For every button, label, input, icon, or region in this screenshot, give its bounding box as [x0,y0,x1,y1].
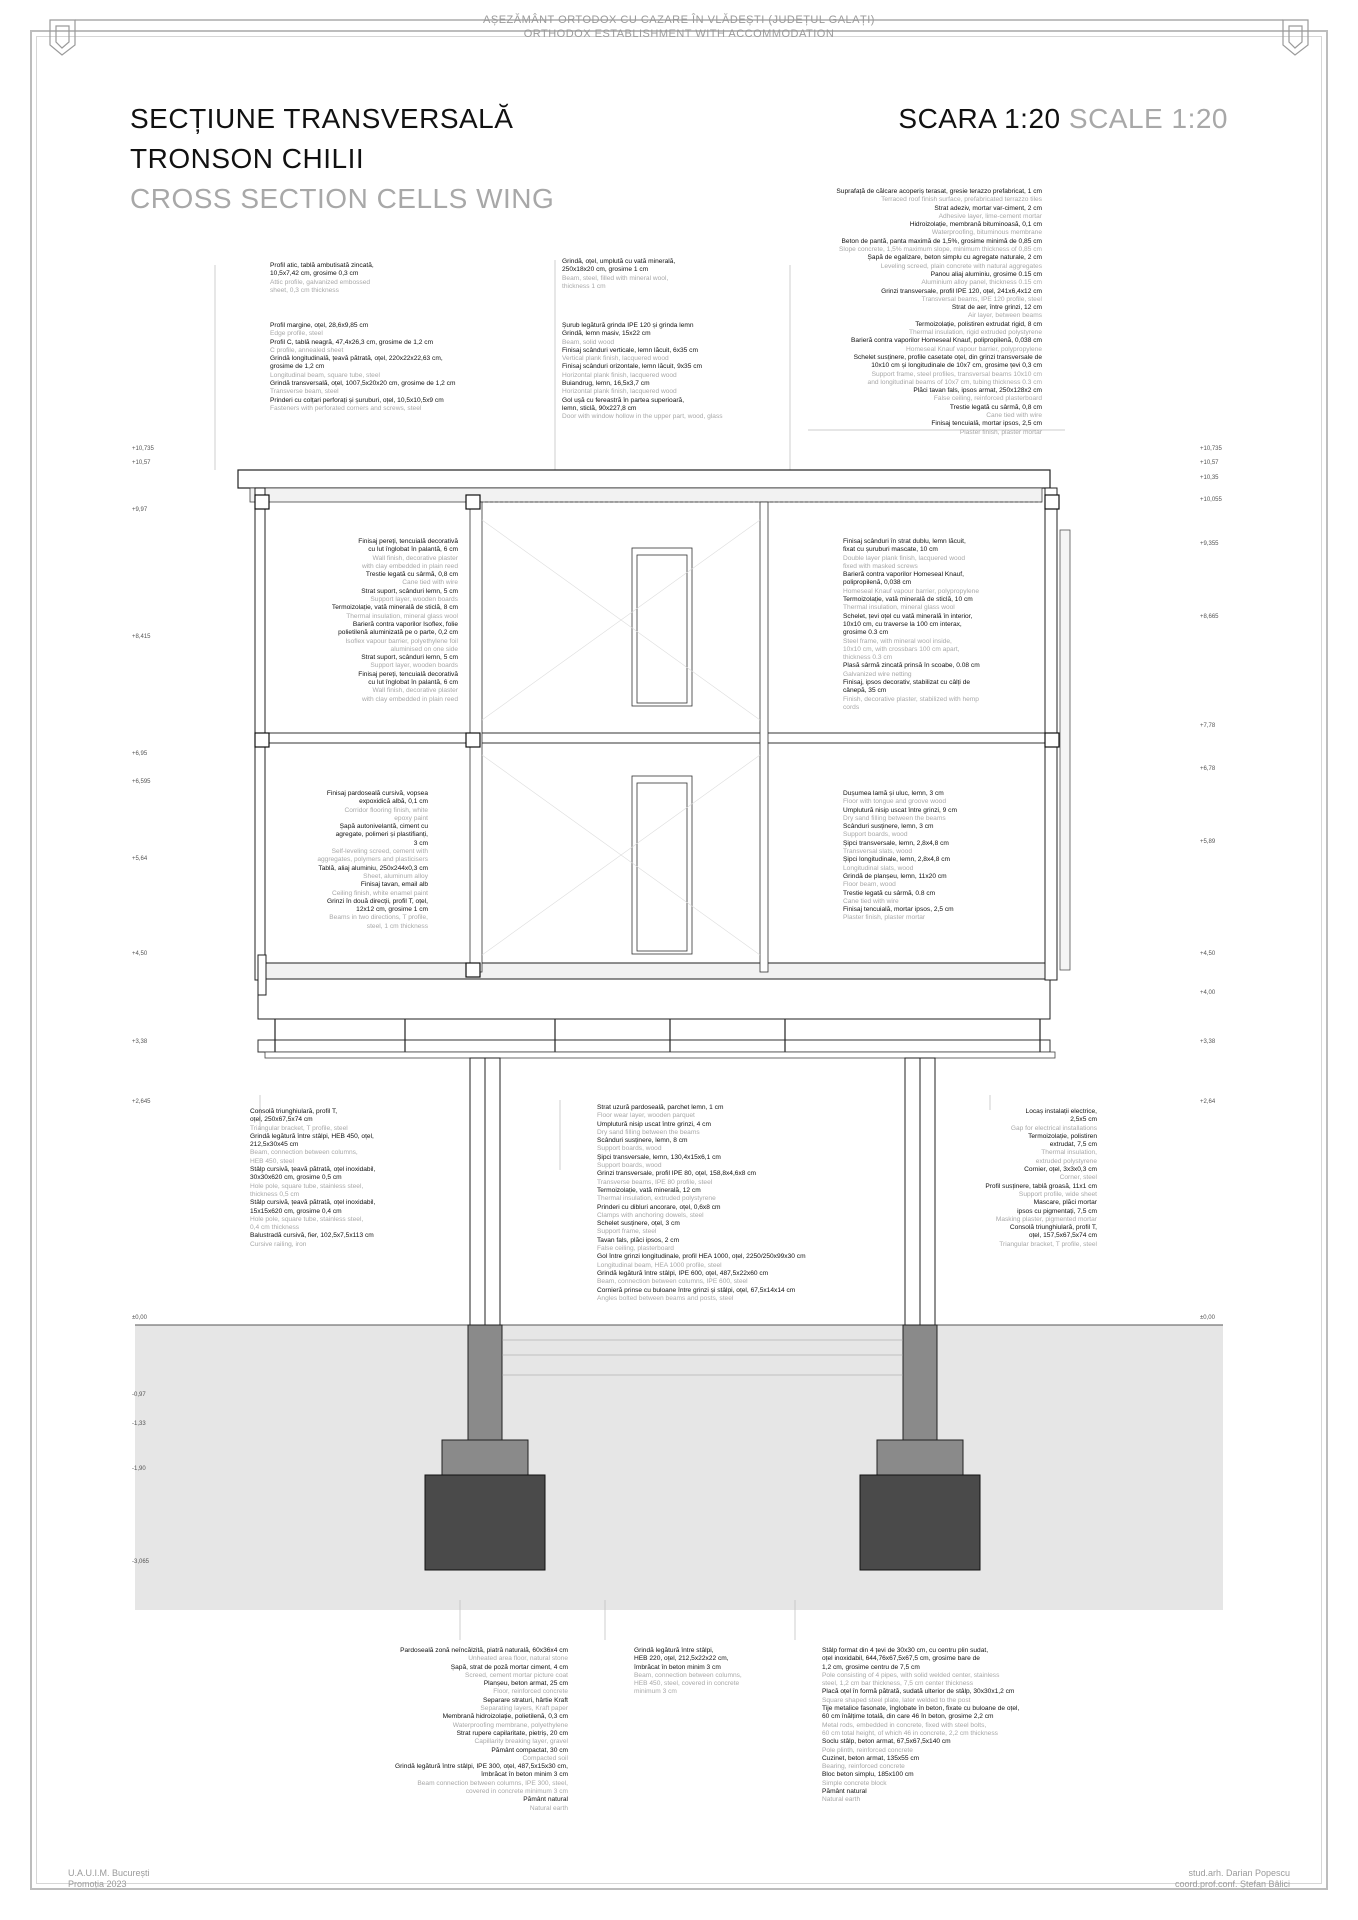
note-line: Locaș instalații electrice, [1025,1108,1097,1115]
note-line-en: Thermal insulation, [1041,1149,1097,1157]
note-line: Trestie legată cu sârmă, 0,8 cm [949,403,1042,411]
note-line-en: Capillarity breaking layer, gravel [474,1738,568,1746]
note-line-en: Cane tied with wire [402,579,458,587]
note-console-columns [250,1108,445,1249]
note-line: Plasă sârmă zincată prinsă în scoabe, 0.08 cm [843,662,980,670]
note-line: agregate, polimeri și plastifianți, [335,831,428,839]
note-heb220 [634,1647,784,1697]
note-line-en: False ceiling, plasterboard [597,1245,674,1253]
note-wood-floor [843,790,1043,923]
note-line: Scânduri susținere, lemn, 8 cm [597,1137,688,1145]
note-line: Tavan fals, plăci ipsos, 2 cm [597,1236,680,1244]
note-corridor-floor [270,790,428,931]
note-line-en: extruded polystyrene [1035,1157,1097,1165]
note-line-en: Dry sand filling between the beams [597,1128,700,1136]
roof-slab [238,470,1050,488]
note-line: Hidroizolație, membrană bituminoasă, 0,1 cm [909,221,1042,229]
note-line: Șapă de egalizare, beton simplu cu agregate naturale, 2 cm [867,254,1042,262]
note-line: 1,2 cm, grosime centru de 7,5 cm [822,1663,920,1671]
note-line-en: Support profile, wide sheet [1018,1190,1097,1198]
note-line-en: Homeseal Knauf vapour barrier, polypropylene [906,345,1042,353]
note-line-en: Triangular bracket, T profile, steel [999,1240,1097,1248]
note-line: Pământ compactat, 30 cm [491,1746,568,1754]
note-line: Schelet susținere, profile casetate oțel, din grinzi transversale de [853,353,1042,361]
note-line-en: Horizontal plank finish, lacquered wood [562,388,677,396]
note-line: cu lut înglobat în palantă, 6 cm [368,679,458,687]
note-line-en: Longitudinal beam, square tube, steel [270,371,380,379]
note-line-en: Clamps with anchoring dowels, steel [597,1211,704,1219]
note-line: Grindă transversală, oțel, 1007,5x20x20 cm, grosime de 1,2 cm [270,380,456,388]
note-line: Pardoseală zonă neîncălzită, piatră naturală, 60x36x4 cm [400,1647,568,1654]
note-line-en: Compacted soil [522,1754,568,1762]
title-en: CROSS SECTION CELLS WING [130,183,555,214]
note-line-en: Beam, connection between columns, IPE 600, steel [597,1278,748,1286]
note-line: Plăci tavan fals, ipsos armat, 250x128x2 cm [913,387,1042,395]
note-plank-finish [843,538,1043,712]
note-line-en: Plaster finish, plaster mortar [959,428,1042,436]
level-marker: +8,665 [1200,614,1219,620]
note-line: Termoizolație, polistiren [1028,1132,1097,1140]
note-line: cu lut înglobat în palantă, 6 cm [368,546,458,554]
note-line-en: cords [843,703,860,711]
note-line-en: Floor wear layer, wooden parquet [597,1112,695,1120]
note-line: Buiandrug, lemn, 16,5x3,7 cm [562,380,650,388]
note-line: Grinzi în două direcții, profil T, oțel, [326,897,428,905]
note-line: Trestie legată cu sârmă, 0,8 cm [365,571,458,579]
note-line: oțel inoxidabil, 644,76x67,5x67,5 cm, grosime bare de [822,1655,980,1663]
note-line-en: Hole pole, square tube, stainless steel, [250,1182,364,1190]
level-marker: +4,50 [1200,951,1216,957]
note-line: Planșeu, beton armat, 25 cm [483,1680,568,1688]
note-line: Pământ natural [822,1788,867,1796]
note-line: Șipci transversale, lemn, 130,4x15x6,1 cm [597,1153,721,1161]
note-line: 250x18x20 cm, grosime 1 cm [562,266,649,274]
note-line: Grindă longitudinală, țeavă pătrată, oțel, 220x22x22,63 cm, [270,355,443,363]
scale-ro: SCARA 1:20 [898,103,1061,134]
note-line-en: Beam, connection between columns, [634,1671,742,1679]
note-line: Tije metalice fasonate, înglobate în beton, fixate cu buloane de oțel, [822,1705,1020,1713]
footer-coordinator: coord.prof.conf. Ștefan Bâlici [1174,1879,1290,1889]
note-line: Finisaj scânduri orizontale, lemn lăcuit, 9x35 cm [562,363,702,371]
note-line: Profil C, tablă neagră, 47,4x26,3 cm, grosime de 1,2 cm [270,338,434,346]
note-line-en: Beam, steel, filled with mineral wool, [562,274,669,282]
level-marker: +3,38 [132,1039,148,1045]
note-line-en: Leveling screed, plain concrete with natural aggregates [880,262,1042,270]
note-line-en: Transverse beam, steel [270,388,339,396]
note-line: Șapă autonivelantă, ciment cu [339,823,428,831]
note-line: 15x15x620 cm, grosime 0,4 cm [250,1207,342,1215]
level-marker: +9,355 [1200,541,1219,547]
level-marker: +10,055 [1200,497,1222,503]
note-line: îmbrăcat în beton minim 3 cm [634,1663,721,1671]
note-line-en: Cane tied with wire [843,897,899,905]
note-parquet-floor [597,1104,857,1303]
note-line: Soclu stâlp, beton armat, 67,5x67,5x140 cm [822,1738,951,1746]
note-line: oțel, 250x67,5x74 cm [250,1116,313,1124]
note-line: Șapă, strat de poză mortar ciment, 4 cm [450,1663,568,1671]
note-line-en: Aluminium alloy panel, thickness 0.15 cm [921,279,1042,287]
note-line-en: thickness 0,5 cm [250,1190,300,1198]
note-line-en: thickness 0.3 cm [843,654,893,662]
note-line-en: Square shaped steel plate, later welded to the post [822,1696,971,1704]
note-line: Finisaj tencuială, mortar ipsos, 2,5 cm [843,906,954,914]
note-line: Prinderi cu colțari perforați și șuruburi, oțel, 10,5x10,5x9 cm [270,396,444,404]
note-line: Schelet susținere, oțel, 3 cm [597,1220,680,1228]
note-line-en: Terraced roof finish surface, prefabricated terrazzo tiles [881,196,1042,204]
note-line: Profil susținere, tablă groasă, 11x1 cm [985,1182,1097,1190]
level-marker: +4,50 [132,951,148,957]
note-line-en: Floor beam, wood [843,881,896,889]
note-line-en: Support boards, wood [597,1145,662,1153]
note-line-en: Steel frame, with mineral wool inside, [843,637,952,645]
note-line: lemn, sticlă, 90x227,8 cm [562,404,637,412]
note-line-en: covered in concrete minimum 3 cm [465,1788,568,1796]
note-line: Finisaj tavan, email alb [360,881,428,889]
note-line-en: Longitudinal slats, wood [843,864,914,872]
level-marker: +6,78 [1200,766,1216,772]
note-line: Finisaj pereți, tencuială decorativă [358,670,458,678]
note-line: Termoizolație, vată minerală de sticlă, 10 cm [843,596,973,604]
ground-fill [135,1325,1223,1610]
note-line-en: Gap for electrical installations [1010,1124,1097,1132]
note-line: Termoizolație, vată minerală, 12 cm [597,1186,701,1194]
note-line-en: epoxy paint [394,814,428,822]
note-line-en: Double layer plank finish, lacquered wood [843,554,966,562]
note-line-en: Floor with tongue and groove wood [843,798,947,806]
note-line: Trestie legată cu sârmă, 0.8 cm [843,889,936,897]
note-line-en: Angles bolted between beams and posts, steel [597,1294,734,1302]
note-line: Finisaj tencuială, mortar ipsos, 2,5 cm [931,420,1042,428]
note-line: Bloc beton simplu, 185x100 cm [822,1771,914,1779]
note-line: 10x10 cm, cu traverse la 100 cm interax, [843,620,962,628]
level-marker: +10,57 [1200,460,1219,466]
note-line-en: Pole consisting of 4 pipes, with solid welded center, stainless [822,1671,1000,1679]
note-line-en: Plaster finish, plaster mortar [843,914,926,922]
note-line: Cornier, oțel, 3x3x0,3 cm [1024,1166,1097,1174]
note-line: Consolă triunghiulară, profil T, [250,1108,338,1115]
note-line-en: Corner, steel [1059,1174,1097,1182]
note-line-en: Air layer, between beams [967,312,1042,320]
note-line: Panou aliaj aluminiu, grosime 0.15 cm [930,270,1042,278]
note-line-en: Longitudinal beam, HEA 1000 profile, steel [597,1261,722,1269]
scale-en: SCALE 1:20 [1068,103,1228,134]
note-roof-layers [780,188,1042,437]
note-line: expoxidică albă, 0,1 cm [359,798,428,806]
note-line-en: Homeseal Knauf vapour barrier, polypropylene [843,587,979,595]
note-line: Scânduri susținere, lemn, 3 cm [843,823,934,831]
note-line: Șipci transversale, lemn, 2,8x4,8 cm [843,839,949,847]
note-line: polietilenă aluminizată pe o parte, 0,2 cm [338,629,458,637]
note-line-en: False ceiling, reinforced plasterboard [933,395,1042,403]
level-marker: +3,38 [1200,1039,1216,1045]
note-line: Grindă legătură între stâlpi, [634,1647,714,1654]
note-line: Grindă, oțel, umplută cu vată minerală, [562,258,676,265]
note-line: Strat suport, scânduri lemn, 5 cm [361,654,458,662]
note-line: Grindă legătură între stâlpi, HEB 450, oțel, [250,1132,374,1140]
note-line: grosime 0.3 cm [843,629,889,637]
note-line-en: sheet, 0,3 cm thickness [270,286,339,294]
note-line: Dușumea lamă și uluc, lemn, 3 cm [843,790,944,797]
note-line: Șipci longitudinale, lemn, 2,8x4,8 cm [843,856,951,864]
footer-year: Promoția 2023 [68,1879,127,1889]
note-line: Prinderi cu dibluri ancorare, oțel, 0,6x8 cm [597,1203,721,1211]
note-line: 10x10 cm și longitudinale de 10x7 cm, grosime țevi 0,3 cm [871,362,1042,370]
level-marker: +2,645 [132,1099,151,1105]
note-line-en: Beam, connection between columns, [250,1149,358,1157]
level-marker: +5,89 [1200,839,1216,845]
level-marker: +10,735 [132,446,154,452]
level-marker: +5,64 [132,856,148,862]
note-line-en: Corridor flooring finish, white [344,806,428,814]
level-marker: -1,33 [132,1421,146,1427]
doors [632,548,692,954]
note-line: HEB 220, oțel, 212,5x22x22 cm, [634,1655,729,1663]
level-marker: +10,35 [1200,475,1219,481]
note-line-en: Waterproofing membrane, polyethylene [452,1721,568,1729]
note-line-en: Metal rods, embedded in concrete, fixed with steel bolts, [822,1721,987,1729]
note-line-en: Support layer, wooden boards [370,662,458,670]
note-line: Placă oțel în formă pătrată, sudată ulterior de stâlp, 30x30x1,2 cm [822,1688,1015,1696]
title-ro-line2: TRONSON CHILII [130,143,365,174]
note-electrical [935,1108,1097,1249]
note-line-en: Support boards, wood [597,1162,662,1170]
note-line-en: Triangular bracket, T profile, steel [250,1124,348,1132]
note-line: Finisaj, ipsos decorativ, stabilizat cu câlți de [843,679,971,687]
note-line: 60 cm înălțime totală, din care 46 în beton, grosime 2,2 cm [822,1713,994,1721]
note-line: Tablă, aliaj aluminiu, 250x244x0,3 cm [318,864,428,872]
note-line: 30x30x620 cm, grosime 0,5 cm [250,1174,342,1182]
level-marker: +9,97 [132,507,148,513]
note-line-en: Slope concrete, 1,5% maximum slope, minimum thickness of 0,85 cm [838,246,1042,254]
note-line: Finisaj pereți, tencuială decorativă [358,538,458,545]
title-ro-line1: SECȚIUNE TRANSVERSALĂ [130,103,514,134]
level-marker: ±0,00 [1200,1315,1215,1321]
note-line-en: Unheated area floor, natural stone [468,1655,568,1663]
note-line: Grinzi transversale, profil IPE 80, oțel, 158,8x4,6x8 cm [597,1170,757,1178]
level-marker: +10,57 [132,460,151,466]
note-line-en: Finish, decorative plaster, stabilized with hemp [843,695,979,703]
note-line: grosime de 1,2 cm [270,363,325,371]
level-marker: +8,415 [132,634,151,640]
note-line-en: Simple concrete block [822,1779,887,1787]
note-line-en: Adhesive layer, lime-cement mortar [938,212,1042,220]
note-line: Stâlp format din 4 țevi de 30x30 cm, cu centru plin sudat, [822,1647,989,1654]
note-line-en: Natural earth [529,1804,568,1812]
footer-university: U.A.U.I.M. București [68,1868,150,1878]
note-line-en: with clay embedded in plain reed [361,562,458,570]
note-line: Consolă triunghiulară, profil T, [1009,1224,1097,1232]
note-line-en: aggregates, polymers and plasticisers [317,856,428,864]
note-line-en: Cane tied with wire [986,412,1042,420]
note-line-en: Support layer, wooden boards [370,596,458,604]
note-line-en: Galvanized wire netting [843,670,912,678]
note-line: Separare straturi, hârtie Kraft [482,1696,568,1704]
level-marker: -0,97 [132,1392,146,1398]
note-line: 212,5x30x45 cm [250,1141,299,1149]
note-line: Grindă legătură între stâlpi, IPE 300, oțel, 487,5x15x30 cm, [394,1763,568,1771]
note-foundation-floor [330,1647,568,1813]
note-line-en: Fasteners with perforated corners and screws, steel [270,404,422,412]
note-line-en: Wall finish, decorative plaster [372,687,458,695]
note-line-en: HEB 450, steel [250,1157,294,1165]
note-line-en: Beams in two directions, T profile, [329,914,428,922]
note-line: Finisaj scânduri în strat dublu, lemn lăcuit, [843,538,966,545]
note-line: Barieră contra vaporilor Isoflex, folie [352,620,458,628]
note-line-en: Thermal insulation, rigid extruded polystyrene [908,329,1042,337]
note-line-en: Support frame, steel profiles, transversal beams 10x10 cm [871,370,1042,378]
note-line-en: Wall finish, decorative plaster [372,554,458,562]
note-line-en: Pole plinth, reinforced concrete [822,1746,913,1754]
level-marker: -1,90 [132,1466,146,1472]
level-marker: +6,595 [132,779,151,785]
note-line: Pământ natural [523,1796,568,1804]
note-line-en: HEB 450, steel, covered in concrete [634,1680,740,1688]
note-line-en: Transversal slats, wood [843,848,913,856]
note-line: 3 cm [413,839,428,847]
note-line-en: Cursive railing, iron [250,1240,307,1248]
note-line-en: Transverse beams, IPE 80 profile, steel [597,1178,713,1186]
note-line: Umplutură nisip uscat între grinzi, 9 cm [843,806,957,814]
note-line: Beton de pantă, panta maximă de 1,5%, grosime minimă de 0,85 cm [841,237,1042,245]
note-line-en: C profile, annealed sheet [270,346,344,354]
main-floor-beam [258,979,1050,1019]
note-line: Mascare, plăci mortar [1033,1199,1097,1207]
note-line-en: Horizontal plank finish, lacquered wood [562,371,677,379]
note-line: Membrană hidroizolație, polietilenă, 0,3 cm [442,1713,568,1721]
note-line: Termoizolație, polistiren extrudat rigid, 8 cm [915,320,1042,328]
note-line-en: 10x10 cm, with crossbars 100 cm apart, [843,645,960,653]
note-line-en: 60 cm total height, of which 46 in concrete, 2,2 cm thickness [822,1729,998,1737]
note-line-en: Beam connection between columns, IPE 300, steel, [417,1779,568,1787]
note-line: fixat cu șuruburi mascate, 10 cm [843,546,938,554]
level-marker: +6,95 [132,751,148,757]
level-marker: +7,78 [1200,723,1216,729]
note-line-en: Door with window hollow in the upper part, wood, glass [562,413,723,421]
note-line: Grinzi transversale, profil IPE 120, oțel, 241x6,4x12 cm [881,287,1042,295]
note-line: Grindă, lemn masiv, 15x22 cm [562,330,651,338]
note-line: Strat adeziv, mortar var-ciment, 2 cm [934,204,1042,212]
note-line-en: steel, 1 cm thickness [366,922,428,930]
note-steel-beam [562,258,762,291]
note-line: Șurub legătură grinda IPE 120 și grinda lemn [562,322,694,329]
note-line-en: Thermal insulation, mineral glass wool [346,612,458,620]
note-line: Schelet, țevi oțel cu vată minerală în interior, [843,612,973,620]
note-line: Gol ușă cu fereastră în partea superioară, [562,396,685,404]
note-line: Termoizolație, vată minerală de sticlă, 8 cm [331,604,458,612]
note-line: 10,5x7,42 cm, grosime 0,3 cm [270,270,359,278]
note-wall-layers [270,538,458,704]
note-line-en: Natural earth [822,1796,861,1804]
note-line: Gol între grinzi longitudinale, profil HEA 1000, oțel, 2250/250x99x30 cm [597,1253,806,1261]
note-line-en: Waterproofing, bituminous membrane [931,229,1042,237]
note-line-en: aluminised on one side [390,645,458,653]
note-line: 2,5x5 cm [1070,1116,1097,1124]
note-line: Stâlp cursivă, țeavă pătrată, oțel inoxidabil, [250,1166,376,1174]
note-line: Grindă legătură între stâlpi, IPE 600, oțel, 487,5x22x60 cm [597,1269,769,1277]
header-line2: ORTHODOX ESTABLISHMENT WITH ACCOMMODATION [523,28,835,40]
note-line: Umplutură nisip uscat între grinzi, 4 cm [597,1120,711,1128]
level-marker: ±0,00 [132,1315,147,1321]
note-line: extrudat, 7,5 cm [1049,1141,1097,1149]
note-line-en: Self-leveling screed, cement with [331,848,428,856]
note-line: Strat uzură pardoseală, parchet lemn, 1 cm [597,1104,724,1111]
note-line-en: Masking plaster, pigmented mortar [995,1215,1097,1223]
note-line-en: Thermal insulation, extruded polystyrene [597,1195,716,1203]
note-line: polipropilenă, 0,038 cm [843,579,912,587]
level-marker: +4,00 [1200,990,1216,996]
note-line: Balustradă cursivă, fier, 102,5x7,5x113 cm [250,1232,374,1240]
note-line: Barieră contra vaporilor Homeseal Knauf, [843,571,964,579]
footer-right [1175,1868,1290,1890]
note-line-en: Floor, reinforced concrete [493,1688,568,1696]
note-edge-profile [270,322,505,413]
note-line-en: 0,4 cm thickness [250,1224,300,1232]
note-line-en: Sheet, aluminum alloy [363,872,428,880]
note-attic [270,262,450,295]
note-line: Strat rupere capilaritate, pietriș, 20 cm [456,1729,568,1737]
note-line-en: Thermal insulation, mineral glass wool [843,604,955,612]
note-line: Finisaj scânduri verticale, lemn lăcuit, 6x35 cm [562,346,698,354]
note-line: ipsos cu pigmentați, 7,5 cm [1017,1207,1097,1215]
note-line: Profil atic, tablă ambutisată zincată, [270,262,374,269]
note-line-en: Separating layers, Kraft paper [480,1705,568,1713]
footer-student: stud.arh. Darian Popescu [1188,1868,1290,1878]
note-line: Barieră contra vaporilor Homeseal Knauf, polipropilenă, 0,038 cm [851,337,1042,345]
note-line-en: Support boards, wood [843,831,908,839]
note-line-en: Screed, cement mortar picture coat [465,1671,568,1679]
note-line-en: Transversal beams, IPE 120 profile, steel [921,295,1042,303]
note-line: Stâlp cursivă, țeavă pătrată, oțel inoxidabil, [250,1199,376,1207]
note-line: îmbrăcat în beton minim 3 cm [481,1771,568,1779]
note-line-en: minimum 3 cm [634,1688,677,1696]
note-line-en: fixed with masked screws [843,562,918,570]
note-line-en: Vertical plank finish, lacquered wood [562,355,669,363]
note-line: Finisaj pardoseală cursivă, vopsea [326,790,428,797]
note-line-en: steel, 1,2 cm bar thickness, 7,5 cm center thickness [822,1680,973,1688]
note-line-en: Bearing, reinforced concrete [822,1763,905,1771]
note-line-en: with clay embedded in plain reed [361,695,458,703]
note-line: Strat de aer, între grinzi, 12 cm [951,304,1042,312]
note-line-en: Ceiling finish, white enamel paint [331,889,428,897]
note-line: Cuzinet, beton armat, 135x55 cm [822,1754,920,1762]
note-line-en: Attic profile, galvanized embossed [270,278,371,286]
footer-left [68,1868,150,1890]
note-line: 12x12 cm, grosime 1 cm [356,906,428,914]
note-line: Cornieră prinse cu buloane între grinzi și stâlpi, oțel, 67,5x14x14 cm [597,1286,796,1294]
header-line1: AȘEZĂMÂNT ORTODOX CU CAZARE ÎN VLĂDEȘTI (JUDEȚUL GALAȚI) [483,14,875,26]
note-line-en: Edge profile, steel [270,330,323,338]
note-line-en: Isoflex vapour barrier, polyethylene foil [345,637,458,645]
note-line-en: Hole pole, square tube, stainless steel, [250,1215,364,1223]
note-line: Grindă de planșeu, lemn, 11x20 cm [843,872,947,880]
note-line: Profil margine, oțel, 28,6x9,85 cm [270,322,369,329]
note-column-base [822,1647,1067,1805]
note-line: cânepă, 35 cm [843,687,887,695]
level-marker: +2,64 [1200,1099,1216,1105]
level-marker: +10,735 [1200,446,1222,452]
note-line: oțel, 157,5x67,5x74 cm [1028,1232,1097,1240]
note-line-en: and longitudinal beams of 10x7 cm, tubing thickness 0.3 cm [867,378,1042,386]
note-screw-door [562,322,782,422]
level-marker: -3,065 [132,1559,150,1565]
note-line-en: Support frame, steel [597,1228,657,1236]
note-line: Strat suport, scânduri lemn, 5 cm [361,587,458,595]
note-line-en: thickness 1 cm [562,282,606,290]
note-line-en: Beam, solid wood [562,338,615,346]
note-line: Suprafață de călcare acoperiș terasat, gresie terazzo prefabricat, 1 cm [836,188,1042,195]
note-line-en: Dry sand filling between the beams [843,814,946,822]
